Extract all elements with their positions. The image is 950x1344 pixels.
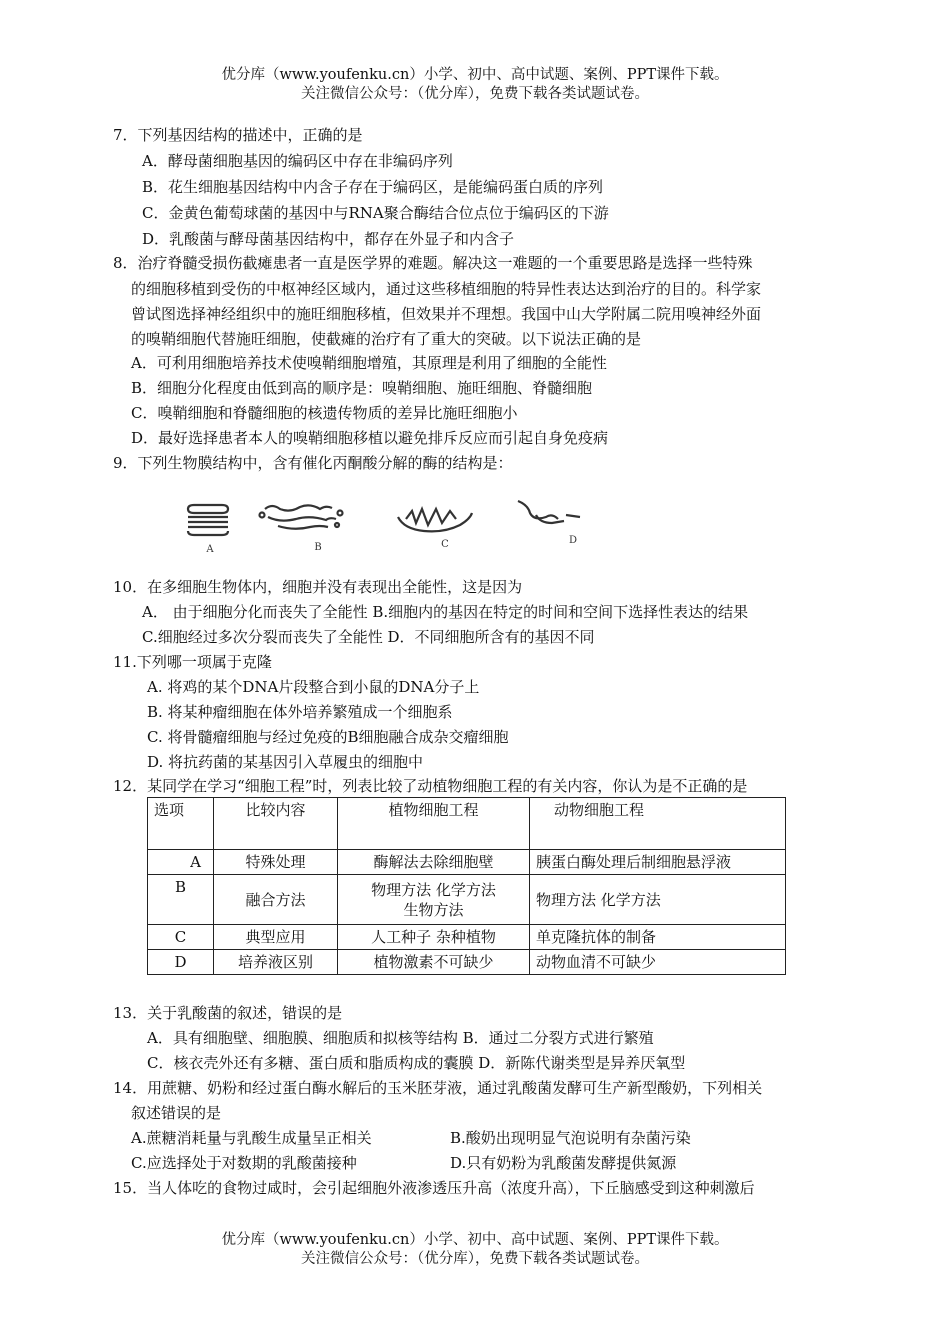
q14-stem-1: 14．用蔗糖、奶粉和经过蛋白酶水解后的玉米胚芽液，通过乳酸菌发酵可生产新型酸奶，下列相关 — [113, 1079, 763, 1097]
table-cell: 培养液区别 — [214, 950, 338, 975]
table-cell: 物理方法 化学方法 — [530, 875, 786, 925]
q10-options-cd: C.细胞经过多次分裂而丧失了全能性 D．不同细胞所含有的基因不同 — [142, 628, 595, 646]
table-header-cell: 选项 — [148, 798, 214, 850]
q15-stem: 15．当人体吃的食物过咸时，会引起细胞外液渗透压升高（浓度升高），下丘脑感受到这种刺激后 — [113, 1179, 755, 1197]
q7-option-b: B．花生细胞基因结构中内含子存在于编码区，是能编码蛋白质的序列 — [142, 178, 604, 196]
table-cell: 特殊处理 — [214, 850, 338, 875]
table-row — [148, 950, 786, 975]
q8-option-c: C．嗅鞘细胞和脊髓细胞的核遗传物质的差异比施旺细胞小 — [131, 404, 518, 422]
q11-option-a: A. 将鸡的某个DNA片段整合到小鼠的DNA分子上 — [147, 678, 480, 696]
q11-option-c: C. 将骨髓瘤细胞与经过免疫的B细胞融合成杂交瘤细胞 — [147, 728, 509, 746]
table-cell: 人工种子 杂种植物 — [338, 925, 530, 950]
q14-option-a: A.蔗糖消耗量与乳酸生成量呈正相关 — [131, 1129, 372, 1147]
q8-option-d: D．最好选择患者本人的嗅鞘细胞移植以避免排斥反应而引起自身免疫病 — [131, 429, 609, 447]
q14-option-b: B.酸奶出现明显气泡说明有杂菌污染 — [450, 1129, 691, 1147]
q7-option-d: D．乳酸菌与酵母菌基因结构中，都存在外显子和内含子 — [142, 230, 515, 248]
q13-options-cd: C．核衣壳外还有多糖、蛋白质和脂质构成的囊膜 D．新陈代谢类型是异养厌氧型 — [147, 1054, 686, 1072]
q12-stem: 12．某同学在学习“细胞工程”时，列表比较了动植物细胞工程的有关内容，你认为是不正确的是 — [113, 777, 748, 795]
q8-stem-2: 的细胞移植到受伤的中枢神经区域内，通过这些移植细胞的特异性表达达到治疗的目的。科学家 — [131, 280, 762, 298]
table-cell: B — [148, 875, 214, 925]
q10-options-ab: A． 由于细胞分化而丧失了全能性 B.细胞内的基因在特定的时间和空间下选择性表达的结果 — [142, 603, 749, 621]
table-cell — [338, 875, 530, 925]
q7-option-a: A．酵母菌细胞基因的编码区中存在非编码序列 — [142, 152, 453, 170]
table-cell: 动物血清不可缺少 — [530, 950, 786, 975]
q9-stem: 9．下列生物膜结构中，含有催化丙酮酸分解的酶的结构是： — [113, 454, 513, 472]
table-header-cell: 比较内容 — [214, 798, 338, 850]
structure-label-b: B — [314, 542, 322, 553]
q8-stem-1: 8．治疗脊髓受损伤截瘫患者一直是医学界的难题。解决这一难题的一个重要思路是选择一些特殊 — [113, 254, 753, 272]
table-cell-line: 物理方法 化学方法 — [371, 880, 496, 899]
table-row — [148, 850, 786, 875]
q14-stem-2: 叙述错误的是 — [131, 1104, 222, 1122]
q13-stem: 13．关于乳酸菌的叙述，错误的是 — [113, 1004, 343, 1022]
table-cell: 胰蛋白酶处理后制细胞悬浮液 — [530, 850, 786, 875]
q7-stem: 7．下列基因结构的描述中，正确的是 — [113, 126, 363, 144]
header-line-2: 关注微信公众号：（优分库），免费下载各类试题试卷。 — [301, 86, 649, 102]
table-cell: A — [148, 850, 214, 875]
q8-stem-3: 曾试图选择神经组织中的施旺细胞移植，但效果并不理想。我国中山大学附属二院用嗅神经外面 — [131, 305, 762, 323]
structure-a-stacked-membranes — [188, 505, 228, 535]
table-header-cell: 动物细胞工程 — [530, 798, 786, 850]
table-cell: C — [148, 925, 214, 950]
table-cell: 酶解法去除细胞壁 — [338, 850, 530, 875]
q7-option-c: C．金黄色葡萄球菌的基因中与RNA聚合酶结合位点位于编码区的下游 — [142, 204, 609, 222]
structure-label-c: C — [441, 539, 449, 550]
table-cell-line: 生物方法 — [403, 900, 464, 919]
table-header-row — [148, 798, 786, 850]
q8-option-b: B．细胞分化程度由低到高的顺序是：嗅鞘细胞、施旺细胞、脊髓细胞 — [131, 379, 593, 397]
structure-b-golgi — [260, 505, 343, 528]
structure-label-a: A — [206, 544, 214, 555]
q14-option-d: D.只有奶粉为乳酸菌发酵提供氮源 — [450, 1154, 677, 1172]
q11-option-b: B. 将某种瘤细胞在体外培养繁殖成一个细胞系 — [147, 703, 453, 721]
footer-line-1: 优分库（www.youfenku.cn）小学、初中、高中试题、案例、PPT课件下载。 — [221, 1232, 729, 1248]
table-cell: 融合方法 — [214, 875, 338, 925]
table-cell: D — [148, 950, 214, 975]
structure-c-mitochondrion — [398, 509, 472, 531]
table-cell: 单克隆抗体的制备 — [530, 925, 786, 950]
table-row — [148, 925, 786, 950]
header-line-1: 优分库（www.youfenku.cn）小学、初中、高中试题、案例、PPT课件下载。 — [221, 67, 729, 83]
q11-option-d: D. 将抗药菌的某基因引入草履虫的细胞中 — [147, 753, 424, 771]
table-row — [148, 875, 786, 925]
footer-line-2: 关注微信公众号：（优分库），免费下载各类试题试卷。 — [301, 1251, 649, 1267]
structure-label-d: D — [568, 535, 578, 546]
q10-stem: 10．在多细胞生物体内，细胞并没有表现出全能性，这是因为 — [113, 578, 523, 596]
table-cell: 典型应用 — [214, 925, 338, 950]
structure-d-endoplasmic-reticulum — [518, 501, 580, 523]
q8-option-a: A．可利用细胞培养技术使嗅鞘细胞增殖，其原理是利用了细胞的全能性 — [131, 354, 607, 372]
comparison-table — [147, 797, 786, 975]
table-header-cell: 植物细胞工程 — [338, 798, 530, 850]
q11-stem: 11.下列哪一项属于克隆 — [113, 653, 272, 671]
q8-stem-4: 的嗅鞘细胞代替施旺细胞，使截瘫的治疗有了重大的突破。以下说法正确的是 — [131, 330, 642, 348]
q14-option-c: C.应选择处于对数期的乳酸菌接种 — [131, 1154, 357, 1172]
membrane-structures-figure — [180, 495, 600, 555]
table-cell: 植物激素不可缺少 — [338, 950, 530, 975]
q13-options-ab: A．具有细胞壁、细胞膜、细胞质和拟核等结构 B．通过二分裂方式进行繁殖 — [147, 1029, 654, 1047]
